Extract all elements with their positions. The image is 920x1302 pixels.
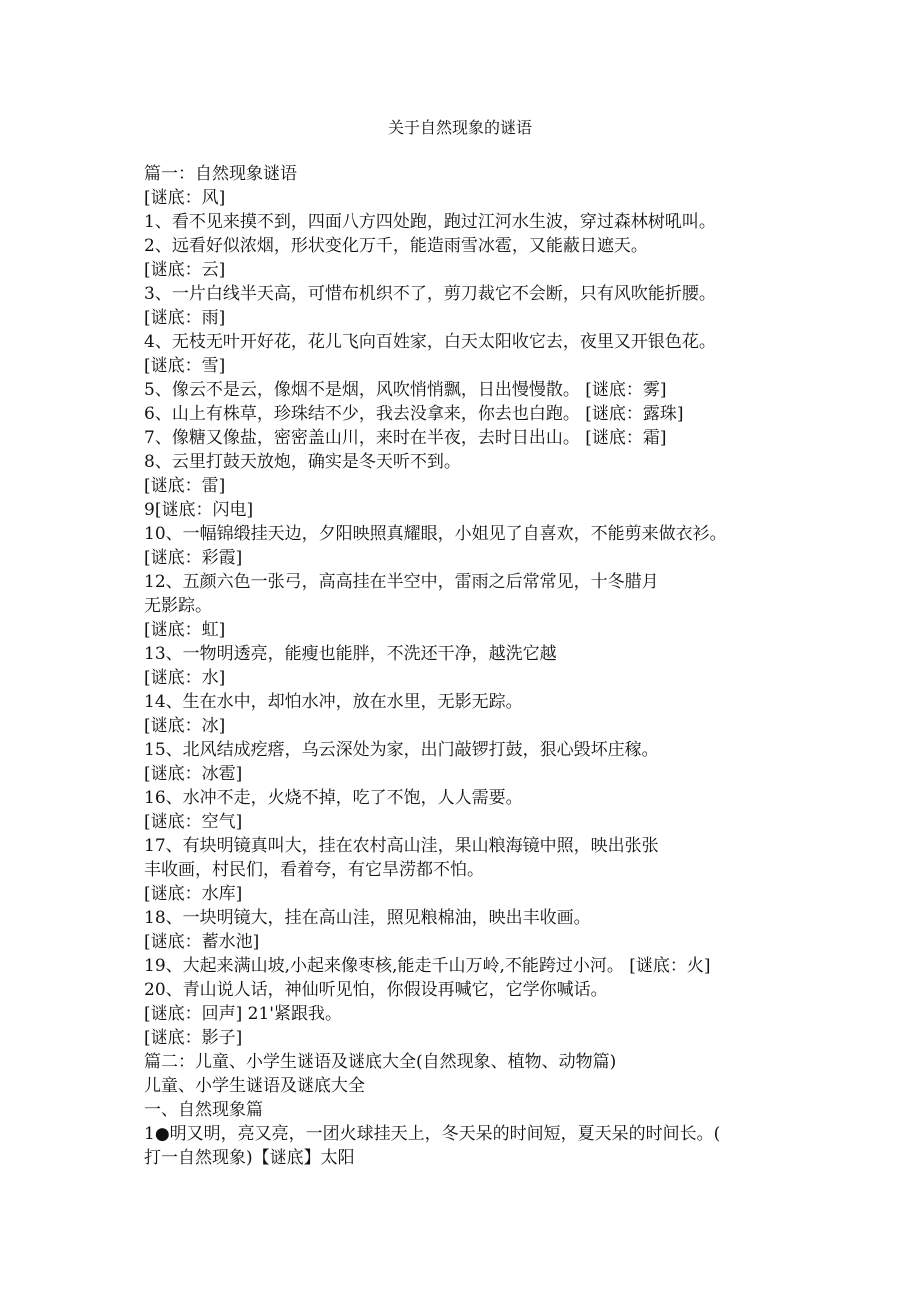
riddle-text: 1●明又明，亮又亮，一团火球挂天上，冬天呆的时间短，夏天呆的时间长。( [144, 1124, 721, 1144]
riddle-text: 13、一物明透亮，能瘦也能胖，不洗还干净，越洗它越 [144, 644, 557, 664]
riddle-text: 6、山上有株草，珍珠结不少，我去没拿来，你去也白跑。 [谜底：露珠] [144, 404, 684, 424]
riddle-text: 7、像糖又像盐，密密盖山川，来时在半夜，去时日出山。 [谜底：霜] [144, 428, 667, 448]
subheading: 儿童、小学生谜语及谜底大全 [144, 1076, 365, 1096]
section-heading: 篇一：自然现象谜语 [144, 164, 297, 184]
riddle-text: 19、大起来满山坡,小起来像枣核,能走千山万岭,不能跨过小河。 [谜底：火] [144, 956, 711, 976]
riddle-text: 12、五颜六色一张弓，高高挂在半空中，雷雨之后常常见，十冬腊月 [144, 572, 659, 592]
riddle-text: 打一自然现象)【谜底】太阳 [144, 1148, 355, 1168]
riddle-text: 1、看不见来摸不到，四面八方四处跑，跑过江河水生波，穿过森林树吼叫。 [144, 212, 716, 232]
riddle-answer: [谜底：虹] [144, 620, 226, 640]
riddle-answer: [谜底：雪] [144, 356, 226, 376]
riddle-text: 无影踪。 [144, 596, 212, 616]
riddle-text: 8、云里打鼓天放炮，确实是冬天听不到。 [144, 452, 461, 472]
riddle-text: 15、北风结成疙瘩，乌云深处为家，出门敲锣打鼓，狠心毁坏庄稼。 [144, 740, 659, 760]
riddle-answer: [谜底：雨] [144, 308, 226, 328]
riddle-answer: [谜底：雷] [144, 476, 226, 496]
riddle-answer: [谜底：风] [144, 188, 226, 208]
section-heading: 篇二：儿童、小学生谜语及谜底大全(自然现象、植物、动物篇) [144, 1052, 617, 1072]
riddle-answer: [谜底：回声] 21'紧跟我。 [144, 1004, 342, 1024]
riddle-answer: [谜底：水库] [144, 884, 243, 904]
riddle-text: 14、生在水中，却怕水冲，放在水里，无影无踪。 [144, 692, 523, 712]
riddle-text: 18、一块明镜大，挂在高山洼，照见粮棉油，映出丰收画。 [144, 908, 591, 928]
riddle-text: 5、像云不是云，像烟不是烟，风吹悄悄飘，日出慢慢散。 [谜底：雾] [144, 380, 667, 400]
riddle-answer: [谜底：彩霞] [144, 548, 243, 568]
riddle-text: 16、水冲不走，火烧不掉，吃了不饱，人人需要。 [144, 788, 523, 808]
riddle-answer: [谜底：影子] [144, 1028, 243, 1048]
riddle-answer: [谜底：冰] [144, 716, 226, 736]
riddle-text: 3、一片白线半天高，可惜布机织不了，剪刀裁它不会断，只有风吹能折腰。 [144, 284, 716, 304]
riddle-text: 4、无枝无叶开好花，花儿飞向百姓家，白天太阳收它去，夜里又开银色花。 [144, 332, 716, 352]
riddle-answer: [谜底：云] [144, 260, 226, 280]
riddle-answer: [谜底：空气] [144, 812, 243, 832]
riddle-text: 丰收画，村民们，看着夸，有它旱涝都不怕。 [144, 860, 484, 880]
riddle-answer: [谜底：蓄水池] [144, 932, 260, 952]
riddle-answer: [谜底：水] [144, 668, 226, 688]
riddle-text: 2、远看好似浓烟，形状变化万千，能造雨雪冰雹，又能蔽日遮天。 [144, 236, 648, 256]
subheading: 一、自然现象篇 [144, 1100, 263, 1120]
riddle-text: 20、青山说人话，神仙听见怕，你假设再喊它，它学你喊话。 [144, 980, 608, 1000]
document-body [144, 162, 914, 1170]
document-title: 关于自然现象的谜语 [387, 118, 532, 137]
riddle-answer: 9[谜底：闪电] [144, 500, 254, 520]
riddle-text: 10、一幅锦缎挂天边，夕阳映照真耀眼，小姐见了自喜欢，不能剪来做衣衫。 [144, 524, 727, 544]
riddle-answer: [谜底：冰雹] [144, 764, 243, 784]
riddle-text: 17、有块明镜真叫大，挂在农村高山洼，果山粮海镜中照，映出张张 [144, 836, 659, 856]
